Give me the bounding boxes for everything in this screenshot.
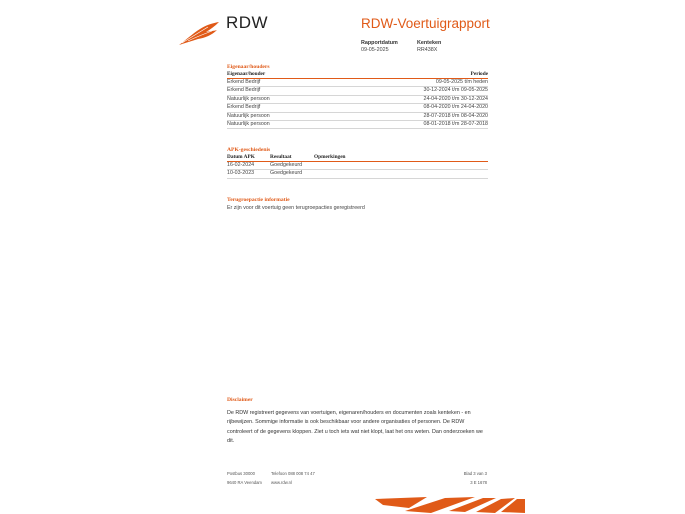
period-cell: 09-05-2025 t/m heden xyxy=(435,79,488,85)
owner-cell: Natuurlijk persoon xyxy=(227,112,270,119)
rdw-logo-icon xyxy=(178,21,220,46)
table-row xyxy=(227,96,488,104)
table-row xyxy=(227,121,488,129)
report-date-value: 09-05-2025 xyxy=(361,47,389,53)
period-cell: 24-04-2020 t/m 30-12-2024 xyxy=(423,95,488,102)
period-cell: 28-07-2018 t/m 08-04-2020 xyxy=(423,112,488,119)
owner-cell: Erkend Bedrijf xyxy=(227,79,261,85)
disclaimer-title: Disclaimer xyxy=(227,397,253,403)
owners-section-title: Eigenaar/houders xyxy=(227,64,270,70)
owners-table-header xyxy=(227,71,488,79)
footer-postbus: Postbus 30000 xyxy=(227,471,255,476)
period-column-header: Periode xyxy=(470,71,488,77)
report-date-label: Rapportdatum xyxy=(361,40,398,46)
apk-date-column-header: Datum APK xyxy=(227,154,255,160)
footer-page-number: Blad 3 van 3 xyxy=(463,471,487,476)
disclaimer-text: De RDW registreert gegevens van voertuigen, eigenaren/houders en documenten zoals kenteken - en rijbewijzen. Sommige informatie is ook beschikbaar voor andere organisaties of personen. De RDW controleert of de gegevens kloppen. Ziet u toch iets wat niet klopt, laat het ons weten. Dan onderzoeken we dit. xyxy=(227,410,483,445)
table-row xyxy=(227,162,488,170)
apk-result-column-header: Resultaat xyxy=(270,154,292,160)
apk-table-header xyxy=(227,154,488,162)
owner-cell: Erkend Bedrijf xyxy=(227,87,261,94)
table-row xyxy=(227,170,488,178)
apk-result-cell: Goedgekeurd xyxy=(270,170,303,177)
footer-address: 9640 RA Veendam xyxy=(227,480,262,485)
apk-table xyxy=(227,154,488,179)
footer-website: www.rdw.nl xyxy=(271,480,292,485)
recall-text: Er zijn voor dit voertuig geen terugroepacties geregistreerd xyxy=(227,205,365,211)
period-cell: 08-01-2018 t/m 28-07-2018 xyxy=(423,120,488,127)
table-row xyxy=(227,113,488,121)
recall-section-title: Terugroepactie informatie xyxy=(227,197,290,203)
license-plate-label: Kenteken xyxy=(417,40,442,46)
apk-remarks-column-header: Opmerkingen xyxy=(314,154,346,160)
rdw-stripes-icon xyxy=(375,496,525,514)
owner-column-header: Eigenaar/houder xyxy=(227,71,266,77)
footer-phone: Telefoon 088 008 74 47 xyxy=(271,471,315,476)
owners-table xyxy=(227,71,488,129)
apk-date-cell: 16-02-2024 xyxy=(227,162,255,168)
table-row xyxy=(227,79,488,87)
apk-result-cell: Goedgekeurd xyxy=(270,162,303,168)
period-cell: 30-12-2024 t/m 09-05-2025 xyxy=(423,87,488,94)
license-plate-value: RR438X xyxy=(417,47,438,53)
logo-text: RDW xyxy=(226,13,269,32)
period-cell: 08-04-2020 t/m 24-04-2020 xyxy=(423,104,488,111)
owner-cell: Natuurlijk persoon xyxy=(227,120,270,127)
table-row xyxy=(227,87,488,95)
apk-date-cell: 10-03-2023 xyxy=(227,170,255,177)
owner-cell: Natuurlijk persoon xyxy=(227,95,270,102)
owner-cell: Erkend Bedrijf xyxy=(227,104,261,111)
page-title: RDW-Voertuigrapport xyxy=(361,16,490,31)
apk-section-title: APK-geschiedenis xyxy=(227,147,271,153)
table-row xyxy=(227,104,488,112)
footer-code: 3 E 1678 xyxy=(470,480,487,485)
